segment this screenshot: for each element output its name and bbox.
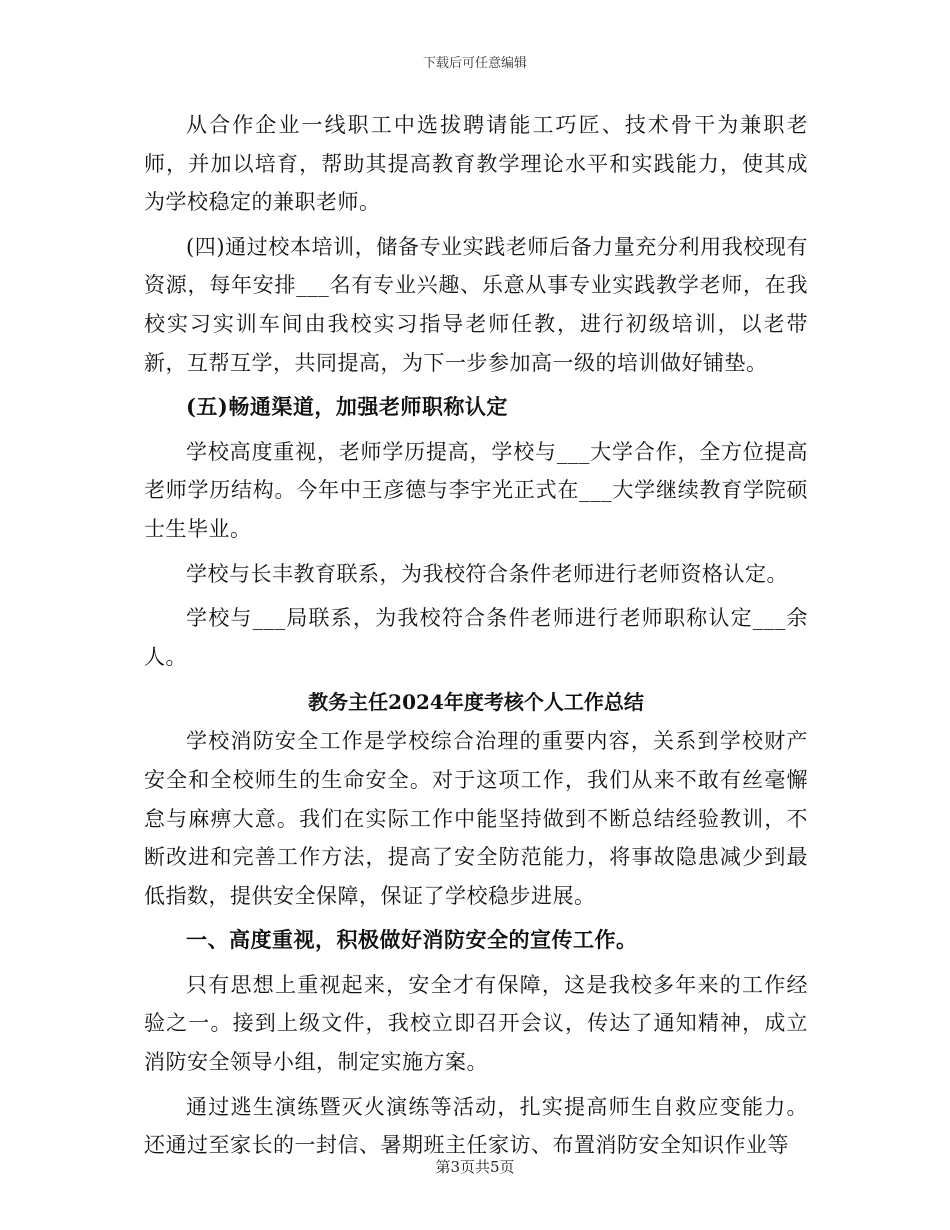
paragraph-school-training: (四)通过校本培训，储备专业实践老师后备力量充分利用我校现有资源，每年安排___名有专业兴趣、乐意从事专业实践教学老师，在我校实习实训车间由我校实习指导老师任教，进行初级培训，以老带新，互帮互学，共同提高，为下一步参加高一级的培训做好铺垫。 xyxy=(144,234,808,375)
paragraph-qualification: 学校与长丰教育联系，为我校符合条件老师进行老师资格认定。 xyxy=(186,561,788,586)
paragraph-degree-improvement: 学校高度重视，老师学历提高，学校与___大学合作，全方位提高老师学历结构。今年中王彦德与李宇光正式在___大学继续教育学院硕士生毕业。 xyxy=(144,439,808,541)
paragraph-drills: 通过逃生演练暨灭火演练等活动，扎实提高师生自救应变能力。还通过至家长的一封信、暑期班主任家访、布置消防安全知识作业等 xyxy=(144,1094,808,1158)
page-header: 下载后可任意编辑 xyxy=(422,56,527,71)
page-footer: 第3页共5页 xyxy=(435,1158,515,1176)
document-title: 教务主任2024年度考核个人工作总结 xyxy=(308,690,644,715)
paragraph-title-certification: 学校与___局联系，为我校符合条件老师进行老师职称认定___余人。 xyxy=(144,606,808,669)
section-heading-publicity: 一、高度重视，积极做好消防安全的宣传工作。 xyxy=(186,927,638,953)
section-heading-title-certification: (五)畅通渠道，加强老师职称认定 xyxy=(186,394,508,420)
paragraph-attention: 只有思想上重视起来，安全才有保障，这是我校多年来的工作经验之一。接到上级文件，我校立即召开会议，传达了通知精神，成立消防安全领导小组，制定实施方案。 xyxy=(144,972,808,1075)
paragraph-part-time-teachers: 从合作企业一线职工中选拔聘请能工巧匠、技术骨干为兼职老师，并加以培育，帮助其提高教育教学理论水平和实践能力，使其成为学校稳定的兼职老师。 xyxy=(144,113,808,215)
paragraph-fire-safety-intro: 学校消防安全工作是学校综合治理的重要内容，关系到学校财产安全和全校师生的生命安全。对于这项工作，我们从来不敢有丝毫懈怠与麻痹大意。我们在实际工作中能坚持做到不断总结经验教训，不断改进和完善工作方法，提高了安全防范能力，将事故隐患减少到最低指数，提供安全保障，保证了学校稳步进展。 xyxy=(144,729,808,908)
document-body xyxy=(144,106,808,1165)
